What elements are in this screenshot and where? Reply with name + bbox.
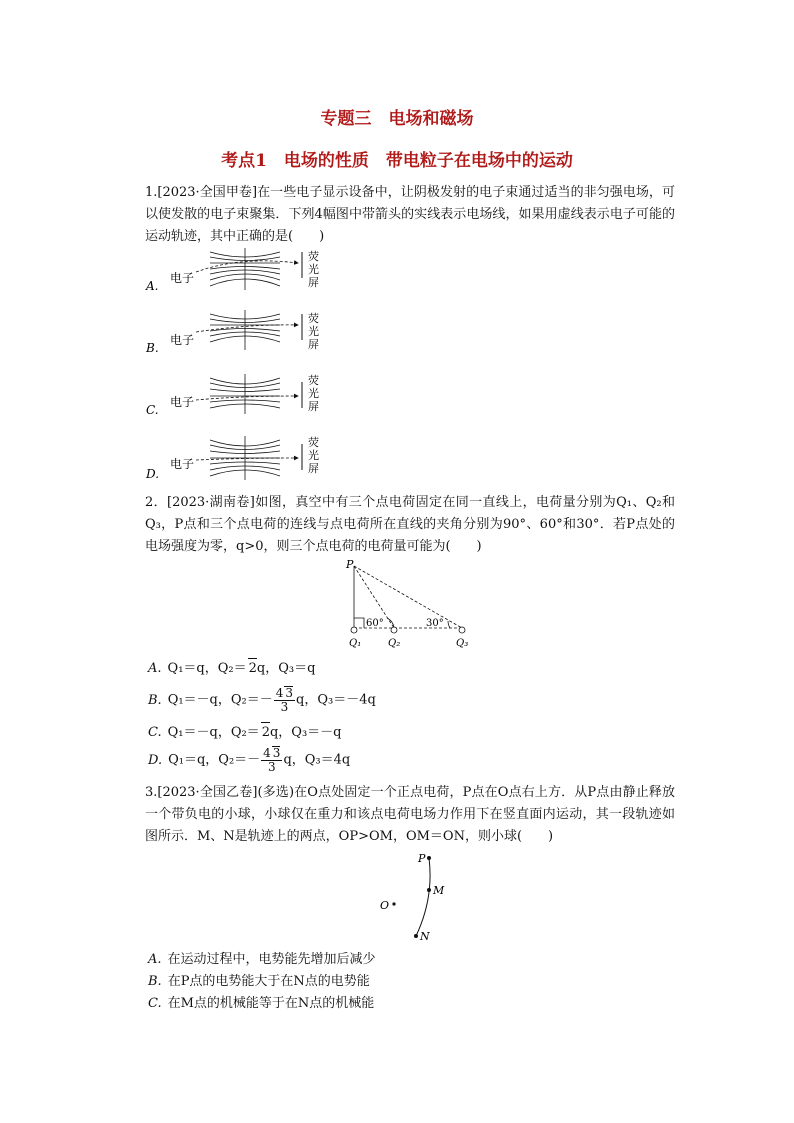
figure-option-c [146,373,319,417]
screen-a-3: 屏 [308,276,319,289]
screen-b-1: 荧 [308,312,319,325]
question-2-stem: 2．[2023·湖南卷]如图，真空中有三个点电荷固定在同一直线上，电荷量分别为Q₁、Q₂和Q₃，P点和三个点电荷的连线与点电荷所在直线的夹角分别为90°、60°和30°．若P点处的电场强度为零，q>0，则三个点电荷的电荷量可能为( ) [145,495,675,554]
point-n: N [420,930,430,943]
question-2-option-c: C. Q₁＝－q，Q₂＝ 2q，Q₃＝－q [148,722,341,743]
question-2-option-d: D. Q₁＝q，Q₂＝－ $\frac{4 3}{3}$ q，Q₃＝4q [148,746,351,774]
electron-label-c: 电子 [170,395,195,409]
q1-label: Q₁ [349,638,362,649]
screen-c-3: 屏 [308,400,319,413]
option-c-label: C. [146,403,159,417]
electron-label-a: 电子 [170,271,195,285]
question-3-option-a: A. 在运动过程中，电势能先增加后减少 [148,952,376,967]
screen-b-2: 光 [308,325,319,338]
point-o: O [380,899,390,912]
point-p: P [418,852,426,865]
screen-a-1: 荧 [308,250,319,263]
option-d-label: D. [146,467,160,481]
screen-d-1: 荧 [308,436,319,449]
section-title: 考点1 电场的性质 带电粒子在电场中的运动 [221,151,573,171]
figure-option-a [145,248,319,293]
screen-d-2: 光 [308,449,319,462]
question-2-option-b: B. Q₁＝－q，Q₂＝－ $\frac{4 3}{3}$ q，Q₃＝－4q [148,686,376,714]
point-p-label: P [346,558,354,571]
screen-b-3: 屏 [308,338,319,351]
question-2-option-a: A. Q₁＝q，Q₂＝ 2q，Q₃＝q [148,658,315,679]
screen-c-1: 荧 [308,374,319,387]
angle-60-label: 60° [366,618,384,629]
q2-label: Q₂ [388,638,401,649]
screen-d-3: 屏 [308,462,319,475]
question-3-option-b: B. 在P点的电势能大于在N点的电势能 [148,974,370,989]
screen-a-2: 光 [308,263,319,276]
q3-label: Q₃ [456,638,469,649]
option-a-label: A. [146,279,159,293]
question-3-option-c: C. 在M点的机械能等于在N点的机械能 [148,996,375,1011]
electron-label-b: 电子 [170,333,195,347]
question-2-figure [340,558,480,650]
screen-c-2: 光 [308,387,319,400]
question-3-stem: 3.[2023·全国乙卷](多选)在O点处固定一个正点电荷，P点在O点右上方．从P点由静止释放一个带负电的小球，小球仅在重力和该点电荷电场力作用下在竖直面内运动，其一段轨迹如图所示．M、N是轨迹上的两点，OP>OM，OM＝ON，则小球( ) [145,785,675,844]
point-m: M [433,884,445,897]
angle-30-label: 30° [426,618,444,629]
question-1-stem: 1.[2023·全国甲卷]在一些电子显示设备中，让阴极发射的电子束通过适当的非匀强电场，可以使发散的电子束聚集．下列4幅图中带箭头的实线表示电场线，如果用虚线表示电子可能的运动轨迹，其中正确的是( ) [145,185,675,244]
topic-title: 专题三 电场和磁场 [320,109,474,129]
question-3-figure [374,848,454,944]
electron-label-d: 电子 [170,457,195,471]
question-1-figures [140,248,340,484]
figure-option-b [145,310,319,355]
option-b-label: B. [146,341,159,355]
figure-option-d [145,435,319,481]
